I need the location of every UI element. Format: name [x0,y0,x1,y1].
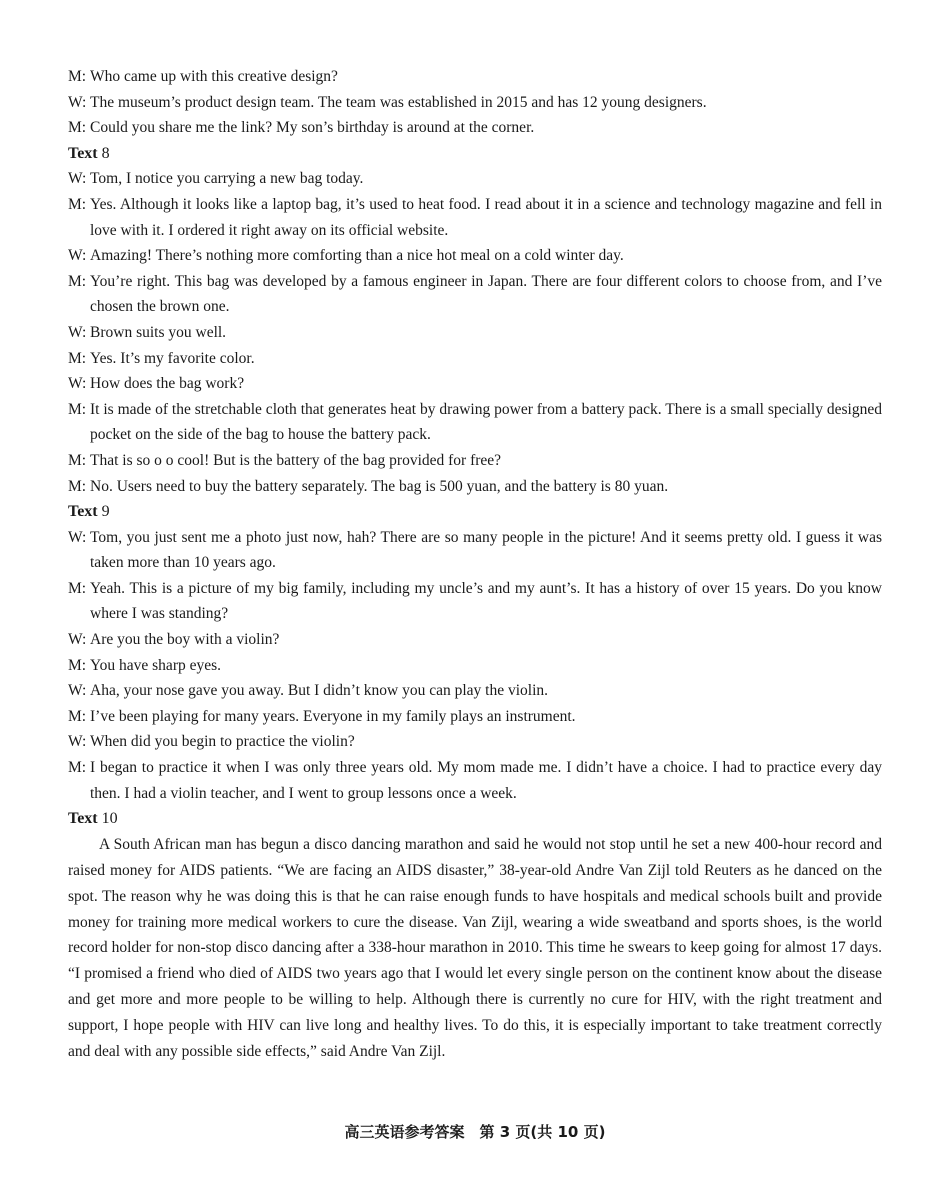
dialogue-line [68,346,882,372]
utterance: Tom, I notice you carrying a new bag today. [90,170,364,188]
section-heading [68,806,882,832]
utterance: Tom, you just sent me a photo just now, hah? There are so many people in the picture! And it seems pretty old. I guess it was taken more than 10 years ago. [90,528,882,572]
heading-label: Text [68,144,98,162]
speaker: W: [68,170,87,188]
speaker: M: [68,68,87,85]
heading-label: Text [68,503,98,521]
dialogue-line [68,320,882,346]
utterance: Yes. It’s my favorite color. [90,349,255,367]
speaker: M: [68,451,87,469]
utterance: Who came up with this creative design? [90,68,338,85]
text-9-section [68,499,882,806]
utterance: Yes. Although it looks like a laptop bag, it’s used to heat food. I read about it in a science and technology magazine and fell in love with it. I ordered it right away on its official website. [90,195,882,239]
heading-label: Text [68,810,98,828]
dialogue-line [68,678,882,704]
speaker: W: [68,528,87,546]
speaker: W: [68,733,87,751]
utterance: Aha, your nose gave you away. But I didn’t know you can play the violin. [90,682,549,700]
speaker: M: [68,272,87,290]
speaker: M: [68,579,87,597]
utterance: How does the bag work? [90,375,245,393]
utterance: The museum’s product design team. The team was established in 2015 and has 12 young designers. [90,93,707,111]
utterance: You have sharp eyes. [90,656,222,674]
passage-paragraph: A South African man has begun a disco dancing marathon and said he would not stop until he set a new 400-hour record and raised money for AIDS patients. “We are facing an AIDS disaster,” 38-year-old Andre Van Zijl told Reuters as he danced on the spot. The reason why he was doing this is that he can raise enough funds to have hospitals and medical schools built and provide money for training more medical workers to cure the disease. Van Zijl, wearing a wide sweatband and sports shoes, is the world record holder for non-stop disco dancing after a 338-hour marathon in 2010. This time he swears to keep going for almost 17 days. “I promised a friend who died of AIDS two years ago that I would let every single person on the continent know about the disease and get more and more people to be willing to help. Although there is currently no cure for HIV, with the right treatment and support, I hope people with HIV can live long and healthy lives. To do this, it is especially important to take treatment correctly and deal with any possible side effects,” said Andre Van Zijl. [68,835,882,1061]
speaker: M: [68,400,87,418]
speaker: W: [68,323,87,341]
utterance: I’ve been playing for many years. Everyone in my family plays an instrument. [90,707,576,725]
section-heading [68,499,882,525]
speaker: W: [68,682,87,700]
text-10-section [68,806,882,1065]
utterance: When did you begin to practice the violin? [90,733,355,751]
dialogue-line [68,192,882,243]
dialogue-line [68,269,882,320]
heading-number: 9 [101,503,110,521]
dialogue-line [68,653,882,679]
speaker: M: [68,349,87,367]
speaker: W: [68,93,87,111]
dialogue-line [68,371,882,397]
speaker: W: [68,631,87,649]
utterance: Could you share me the link? My son’s birthday is around at the corner. [90,119,535,137]
utterance: Amazing! There’s nothing more comforting than a nice hot meal on a cold winter day. [90,247,624,265]
speaker: W: [68,247,87,265]
page-footer: 高三英语参考答案 第 3 页(共 10 页) [344,1123,606,1141]
dialogue-line [68,704,882,730]
heading-number: 8 [101,144,110,162]
dialogue-line [68,64,882,90]
heading-number: 10 [101,810,118,828]
dialogue-line [68,525,882,576]
utterance: Brown suits you well. [90,323,227,341]
utterance: Yeah. This is a picture of my big family, including my uncle’s and my aunt’s. It has a history of over 15 years. Do you know where I was standing? [90,579,882,623]
text-7-dialogue [68,64,882,141]
dialogue-line [68,448,882,474]
dialogue-line [68,243,882,269]
speaker: M: [68,195,87,213]
dialogue-line [68,474,882,500]
dialogue-line [68,576,882,627]
text-8-section [68,141,882,499]
dialogue-line [68,397,882,448]
utterance: It is made of the stretchable cloth that generates heat by drawing power from a battery pack. There is a small specially designed pocket on the side of the bag to house the battery pack. [90,400,882,444]
section-heading [68,141,882,167]
utterance: You’re right. This bag was developed by a famous engineer in Japan. There are four different colors to choose from, and I’ve chosen the brown one. [90,272,882,316]
dialogue-line [68,729,882,755]
speaker: M: [68,119,87,137]
utterance: Are you the boy with a violin? [90,631,280,649]
utterance: No. Users need to buy the battery separately. The bag is 500 yuan, and the battery is 80 yuan. [90,477,669,495]
dialogue-line [68,90,882,116]
utterance: I began to practice it when I was only three years old. My mom made me. I didn’t have a choice. I had to practice every day then. I had a violin teacher, and I went to group lessons once a week. [90,759,882,802]
utterance: That is so o o cool! But is the battery of the bag provided for free? [90,451,502,469]
speaker: M: [68,759,87,777]
dialogue-line [68,166,882,192]
dialogue-line [68,755,882,806]
speaker: W: [68,375,87,393]
speaker: M: [68,707,87,725]
speaker: M: [68,656,87,674]
dialogue-line [68,627,882,653]
speaker: M: [68,477,87,495]
document-page [68,64,882,1065]
dialogue-line [68,115,882,141]
